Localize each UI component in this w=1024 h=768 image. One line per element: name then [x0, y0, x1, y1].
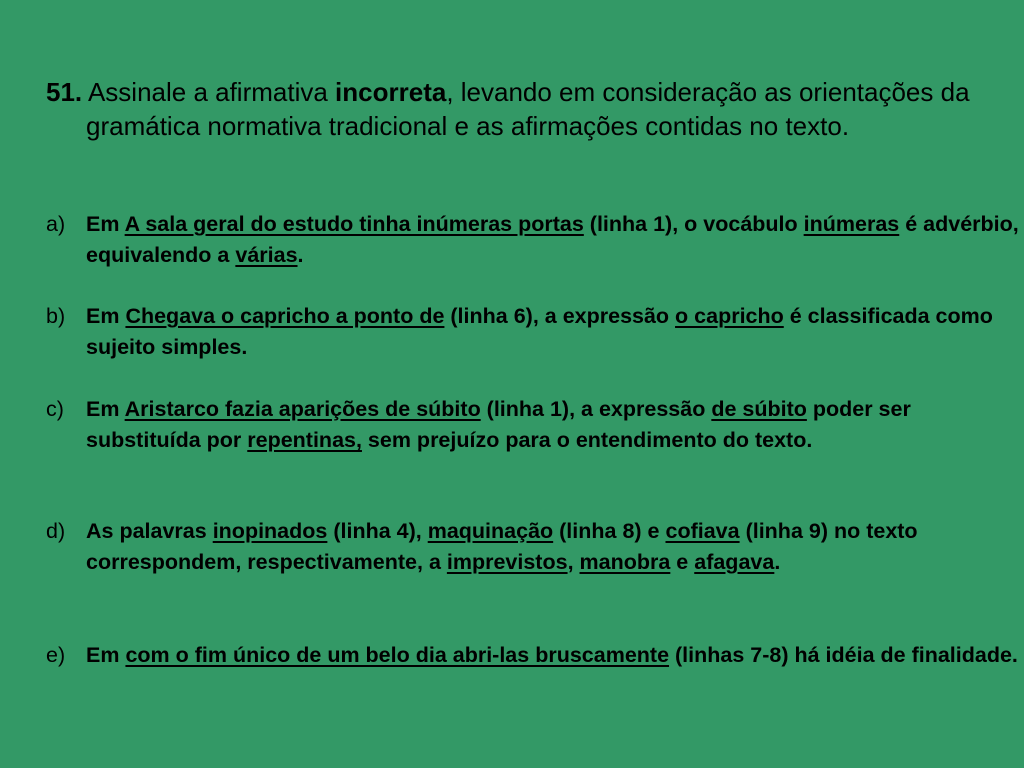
option-e	[46, 640, 1024, 671]
question-emphasis: incorreta	[335, 77, 447, 107]
option-text: ,	[567, 550, 580, 574]
question-text-before: Assinale a afirmativa	[82, 77, 336, 107]
option-text: (linha 4),	[327, 519, 428, 543]
option-term: afagava	[694, 550, 775, 574]
option-text: (linha 9) no texto correspondem, respectivamente, a	[86, 519, 918, 574]
option-text: As palavras	[86, 519, 213, 543]
option-text: Em	[86, 304, 126, 328]
option-letter: d)	[46, 519, 66, 543]
option-term: inopinados	[212, 519, 328, 543]
option-letter: c)	[46, 397, 64, 421]
option-term: repentinas,	[247, 428, 362, 452]
option-text: (linha 1), a expressão	[480, 397, 712, 421]
option-text: poder ser substituída por	[86, 397, 911, 452]
option-c	[46, 394, 1024, 456]
option-text: (linhas 7-8) há idéia de finalidade.	[669, 643, 1018, 667]
option-quote: Chegava o capricho a ponto de	[125, 304, 445, 328]
option-term: manobra	[579, 550, 671, 574]
option-a	[46, 209, 1024, 271]
option-letter: b)	[46, 304, 66, 328]
question-statement	[46, 75, 986, 143]
option-b	[46, 301, 1024, 363]
option-text: Em	[86, 212, 125, 236]
option-text: é classificada como sujeito simples.	[86, 304, 993, 359]
option-text: .	[297, 243, 304, 267]
option-quote: Aristarco fazia aparições de súbito	[124, 397, 481, 421]
option-term: de súbito	[711, 397, 807, 421]
question-text-after: , levando em consideração as orientações da gramática normativa tradicional e as afirmações contidas no texto.	[86, 77, 970, 141]
option-d	[46, 516, 1024, 578]
option-text: (linha 1), o vocábulo	[583, 212, 804, 236]
option-text: e	[670, 550, 695, 574]
option-term: várias	[235, 243, 298, 267]
question-number: 51.	[46, 77, 83, 107]
option-term: cofiava	[665, 519, 740, 543]
option-term: imprevistos	[446, 550, 568, 574]
option-term: inúmeras	[803, 212, 900, 236]
option-text: Em	[86, 397, 125, 421]
option-letter: a)	[46, 212, 66, 236]
option-term: maquinação	[427, 519, 554, 543]
option-letter: e)	[46, 643, 66, 667]
option-text: Em	[86, 643, 126, 667]
option-text: (linha 8) e	[553, 519, 666, 543]
option-text: (linha 6), a expressão	[444, 304, 676, 328]
option-quote: com o fim único de um belo dia abri-las bruscamente	[125, 643, 670, 667]
option-text: .	[774, 550, 781, 574]
option-quote: A sala geral do estudo tinha inúmeras portas	[124, 212, 584, 236]
option-text: é advérbio, equivalendo a	[86, 212, 1019, 267]
option-text: sem prejuízo para o entendimento do texto.	[361, 428, 813, 452]
option-term: o capricho	[675, 304, 784, 328]
